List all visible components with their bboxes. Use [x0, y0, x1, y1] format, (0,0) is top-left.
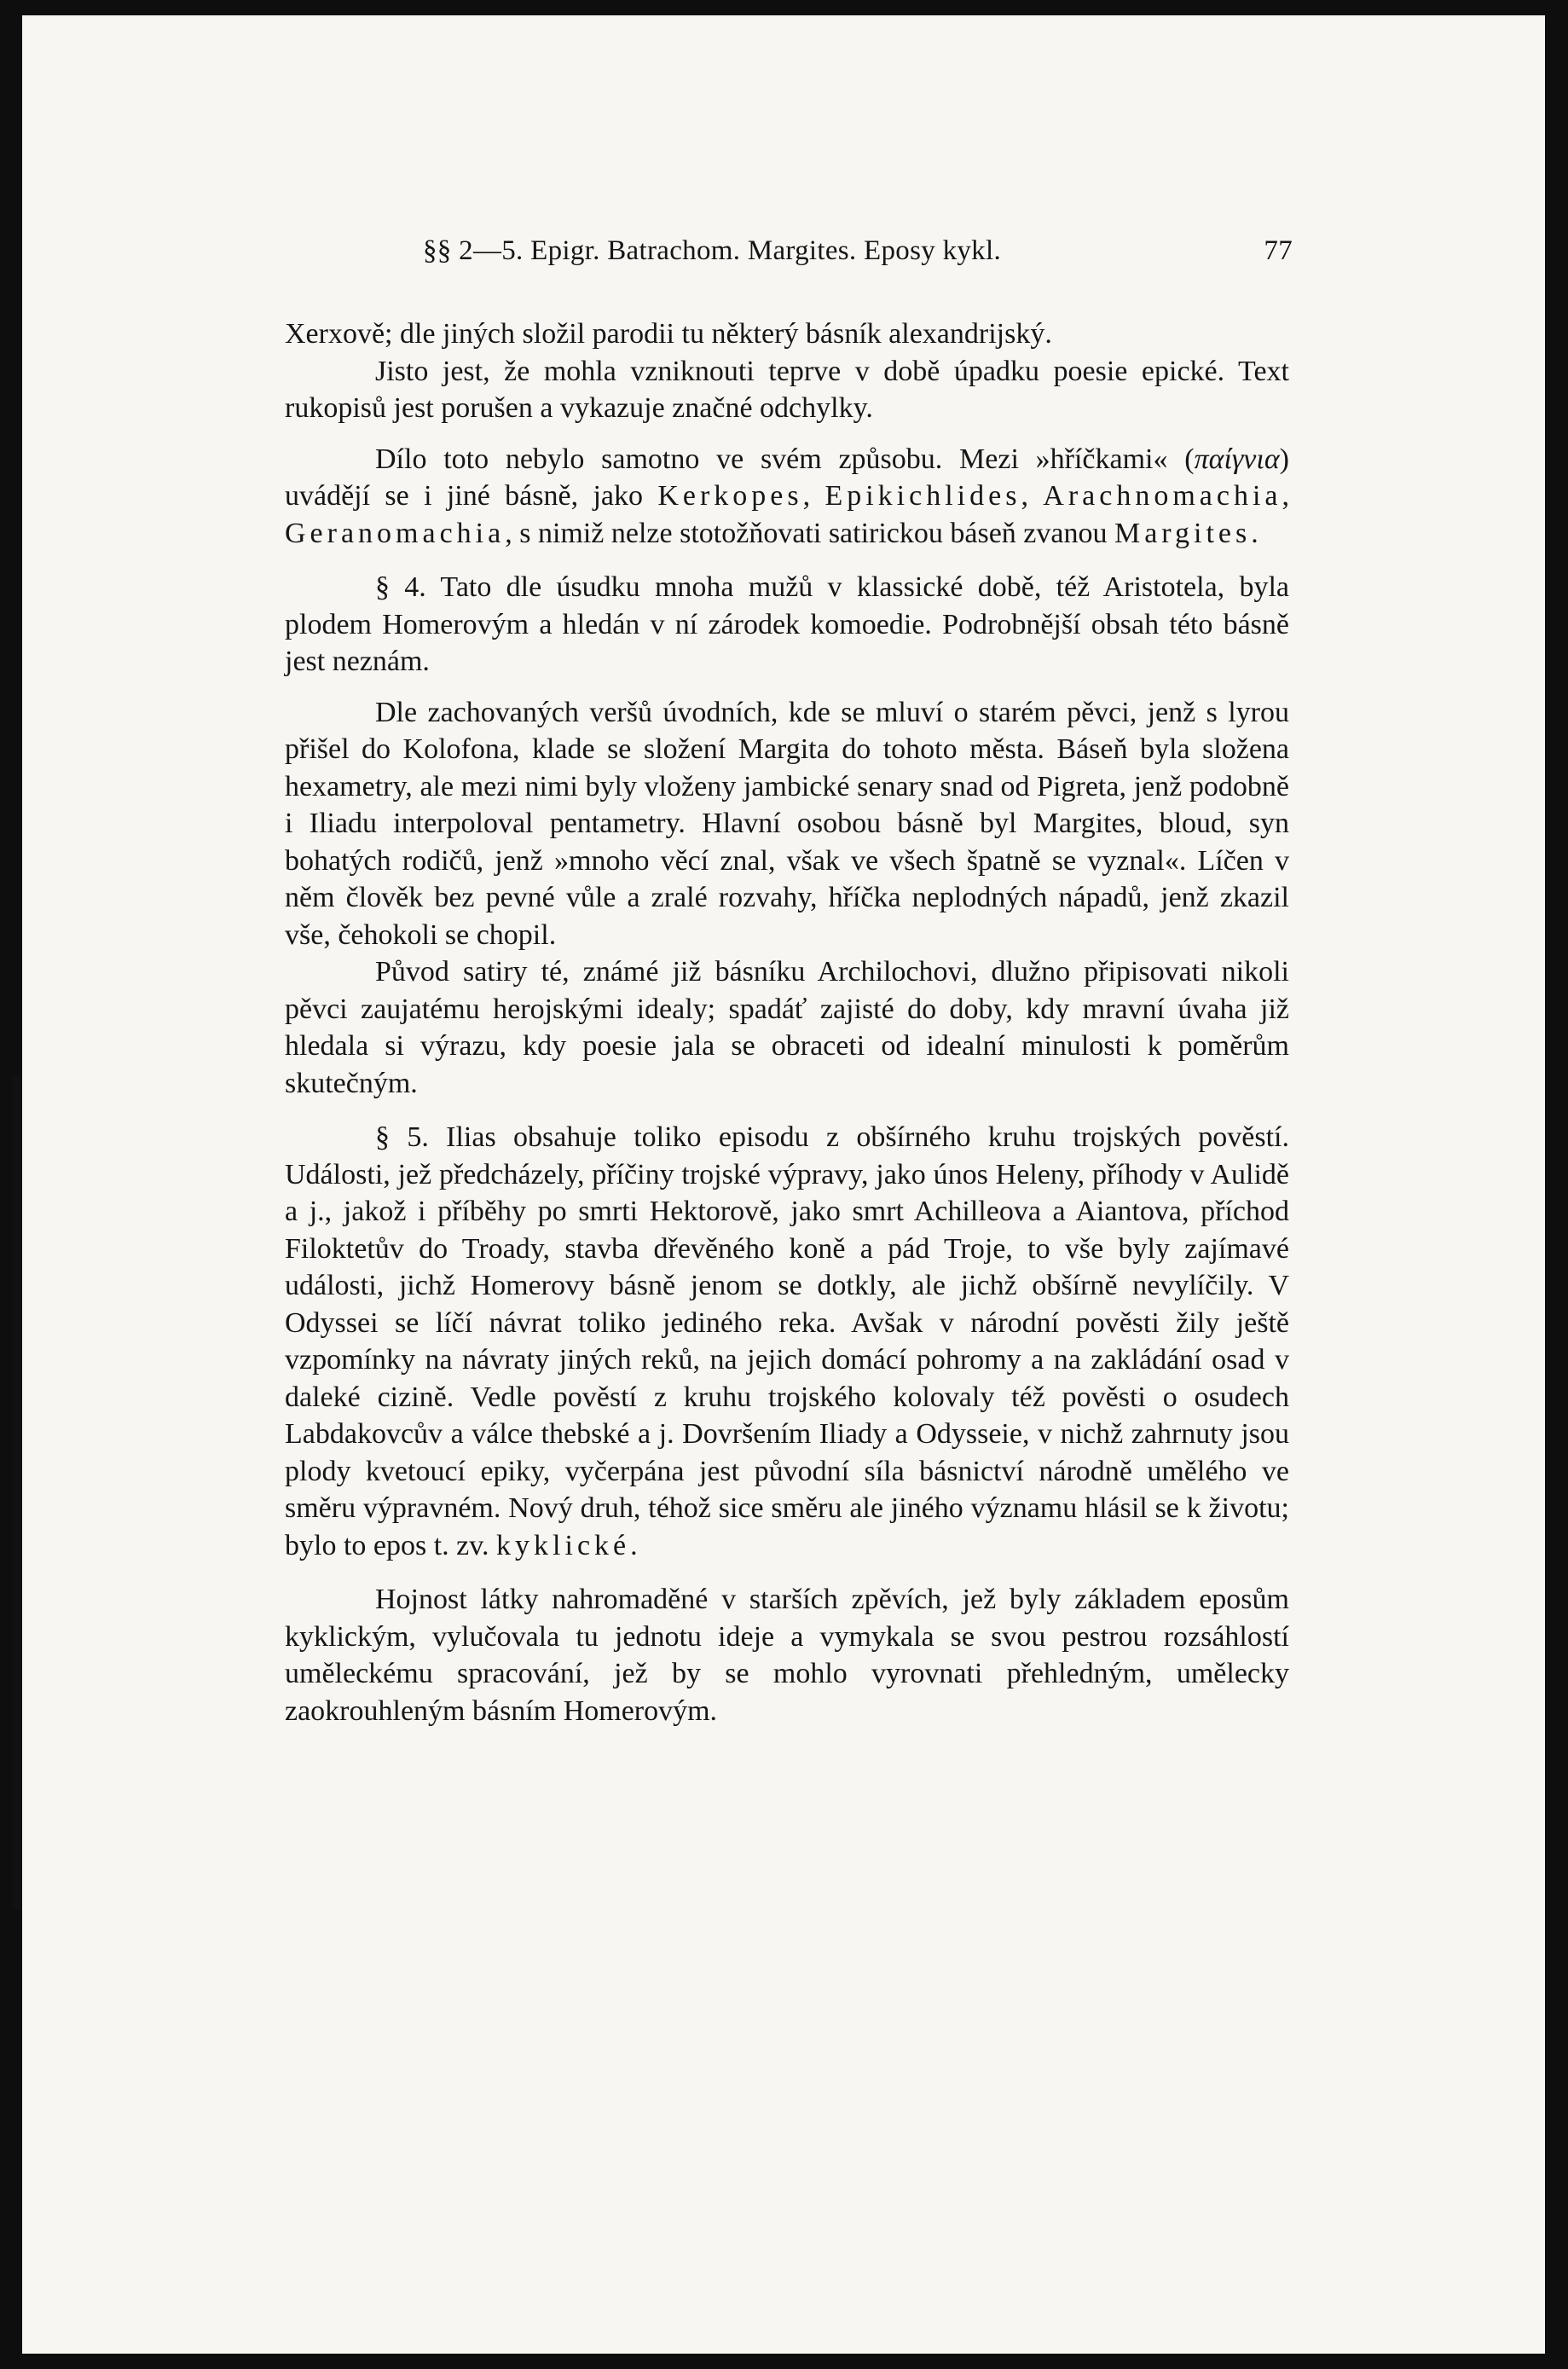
paragraph — [285, 441, 1289, 553]
text-run: § 5. Ilias obsahuje toliko episodu z obšírného kruhu trojských pověstí. Události, jež předcházely, příčiny trojské výpravy, jako únos Heleny, příhody v Aulidě a j., jakož i příběhy po smrti Hektorově, jako smrt Achilleova a Aiantova, příchod Filoktetův do Troady, stavba dřevěného koně a pád Troje, to vše byly zajímavé události, jichž Homerovy básně jenom se dotkly, ale jichž obšírně nevylíčily. V Odyssei se líčí návrat toliko jediného reka. Avšak v národní pověsti žily ještě vzpomínky na návraty jiných reků, na jejich domácí pohromy a na zakládání osad v daleké cizině. Vedle pověstí z kruhu trojského kolovaly též pověsti o osudech Labdakovcův a válce thebské a j. Dovršením Iliady a Odysseie, v nichž zahrnuty jsou plody kvetoucí epiky, vyčerpána jest původní síla básnictví národně umělého ve směru výpravném. Nový druh, téhož sice směru ale jiného významu hlásil se k životu; bylo to epos t. zv. — [285, 1121, 1289, 1561]
paragraph — [285, 1581, 1289, 1729]
greek-term: παίγνια — [1194, 443, 1280, 475]
text-run: Jisto jest, že mohla vzniknouti teprve v době úpadku poesie epické. Text rukopisů jest porušen a vykazuje značné odchylky. — [285, 355, 1289, 424]
text-run: . — [1251, 517, 1258, 549]
paragraph — [285, 316, 1289, 353]
section-5-paragraph — [285, 1119, 1289, 1564]
spaced-term: Geranomachia — [285, 517, 506, 549]
text-run: Dílo toto nebylo samotno ve svém způsobu. Mezi »hříčkami« ( — [375, 443, 1195, 475]
text-run: , — [1021, 480, 1044, 512]
text-run: Hojnost látky nahromaděné v starších zpěvích, jež byly základem eposům kyklickým, vylučovala tu jednotu ideje a vymykala se svou pestrou rozsáhlostí uměleckému spracování, jež by se mohlo vyrovnati přehledným, umělecky zaokrouhleným básním Homerovým. — [285, 1584, 1289, 1727]
text-run: , — [1282, 480, 1290, 512]
paragraph — [285, 353, 1289, 427]
binding-shadow — [12, 1074, 22, 1910]
running-header — [423, 235, 1293, 267]
paragraph — [285, 953, 1289, 1102]
text-run: § 4. Tato dle úsudku mnoha mužů v klassické době, též Aristotela, byla plodem Homerovým a hledán v ní zárodek komoedie. Podrobnější obsah této básně jest neznám. — [285, 571, 1289, 677]
text-run: . — [630, 1529, 638, 1561]
running-title: §§ 2—5. Epigr. Batrachom. Margites. Eposy kykl. — [423, 235, 1001, 266]
book-page — [22, 15, 1545, 2354]
text-run: Xerxově; dle jiných složil parodii tu některý básník alexandrijský. — [285, 318, 1052, 350]
spaced-term: Margites — [1114, 517, 1252, 549]
text-run: , s nimiž nelze stotožňovati satirickou báseň zvanou — [505, 517, 1114, 549]
text-run: Dle zachovaných veršů úvodních, kde se mluví o starém pěvci, jenž s lyrou přišel do Kolofona, klade se složení Margita do tohoto města. Báseň byla složena hexametry, ale mezi nimi byly vloženy jambické senary snad od Pigreta, jenž podobně i Iliadu interpoloval pentametry. Hlavní osobou básně byl Margites, bloud, syn bohatých rodičů, jenž »mnoho věcí znal, však ve všech špatně se vyznal«. Líčen v něm člověk bez pevné vůle a zralé rozvahy, hříčka neplodných nápadů, jenž zkazil vše, čehokoli se chopil. — [285, 696, 1289, 951]
body-text — [285, 316, 1289, 1729]
text-run: ) uvádějí se i jiné básně, jako — [285, 443, 1289, 512]
spaced-term: kyklické — [496, 1529, 631, 1561]
spaced-term: Epikichlides — [825, 480, 1021, 512]
spaced-term: Arachnomachia — [1043, 480, 1282, 512]
text-run: Původ satiry té, známé již básníku Archilochovi, dlužno připisovati nikoli pěvci zaujatému herojskými idealy; spadáť zajisté do doby, kdy mravní úvaha již hledala si výrazu, kdy poesie jala se obraceti od idealní minulosti k poměrům skutečným. — [285, 956, 1289, 1099]
paragraph — [285, 694, 1289, 954]
page-number: 77 — [1264, 235, 1293, 266]
section-4-paragraph — [285, 569, 1289, 681]
spaced-term: Kerkopes — [657, 480, 803, 512]
text-run: , — [802, 480, 825, 512]
